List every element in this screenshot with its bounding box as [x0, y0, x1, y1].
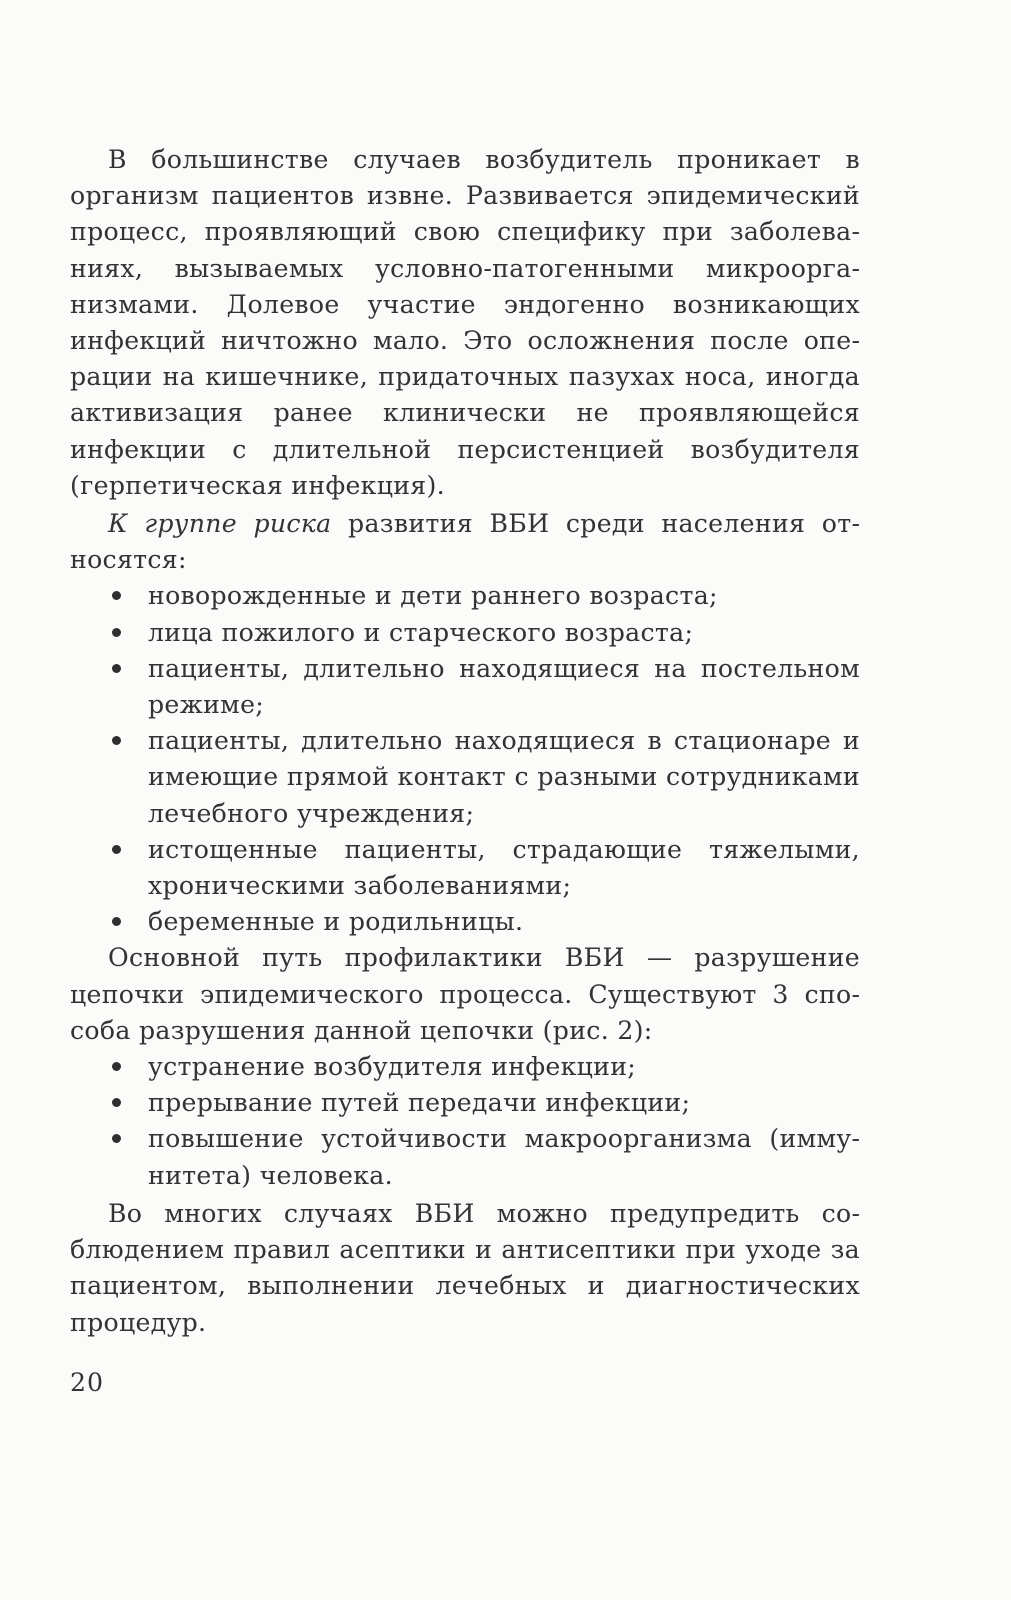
paragraph-asepsis: Во многих случаях ВБИ можно предупредить соблюдением правил асептики и антисептики при уходе за пациентом, выполнении лечебных и диагностических процедур. — [70, 1198, 860, 1337]
risk-group-intro-rest: развития ВБИ среди населения относятся: — [70, 509, 861, 575]
list-item — [148, 1049, 860, 1085]
list-item — [148, 651, 860, 723]
list-item-text: устранение возбудителя инфекции; — [148, 1052, 637, 1082]
page-body — [70, 142, 860, 1341]
list-item-text: лица пожилого и старческого возраста; — [148, 617, 694, 647]
list-item-text: прерывание путей передачи инфекции; — [148, 1088, 691, 1118]
list-item-text: повышение устойчивости макроорганизма (иммунитета) человека. — [148, 1124, 860, 1190]
list-item — [148, 832, 860, 904]
bullet-icon — [112, 1062, 121, 1071]
bullet-icon — [112, 628, 121, 637]
bullet-icon — [112, 1098, 121, 1107]
list-item — [148, 615, 860, 651]
bullet-icon — [112, 664, 121, 673]
bullet-icon — [112, 1134, 121, 1143]
list-item — [148, 1085, 860, 1121]
list-item — [148, 1121, 860, 1193]
list-item-text: беременные и родильницы. — [148, 907, 524, 937]
paragraph-risk-group-intro — [70, 506, 860, 578]
list-item — [148, 578, 860, 614]
risk-group-emphasis: К группе риска — [108, 509, 332, 539]
bullet-icon — [112, 845, 121, 854]
page-number: 20 — [70, 1368, 105, 1397]
prevention-method-list — [70, 1049, 860, 1194]
list-item-text: истощенные пациенты, страдающие тяжелыми, хроническими заболеваниями; — [148, 834, 860, 901]
paragraph-prevention: Основной путь профилактики ВБИ — разрушение цепочки эпидемического процесса. Существуют 3 способа разрушения данной цепочки (рис. 2): — [70, 943, 860, 1045]
list-item — [148, 723, 860, 832]
risk-group-list — [70, 578, 860, 940]
bullet-icon — [112, 917, 121, 926]
paragraph-infection-source: В большинстве случаев возбудитель проникает в организм пациентов извне. Развивается эпидемический процесс, проявляющий свою специфику при заболеваниях, вызываемых условно-патогенными микроорганизмами. Долевое участие эндогенно возникающих инфекций ничтожно мало. Это осложнения после операции на кишечнике, придаточных пазухах носа, иногда активизация ранее клинически не проявляющейся инфекции с длительной персистенцией возбудителя (герпетическая инфекция). — [70, 145, 860, 500]
bullet-icon — [112, 591, 121, 600]
list-item-text: новорожденные и дети раннего возраста; — [148, 581, 718, 611]
list-item — [148, 904, 860, 940]
list-item-text: пациенты, длительно находящиеся в стационаре и имеющие прямой контакт с разными сотрудниками лечебного учреждения; — [148, 726, 860, 828]
bullet-icon — [112, 736, 121, 745]
list-item-text: пациенты, длительно находящиеся на постельном режиме; — [148, 653, 860, 720]
